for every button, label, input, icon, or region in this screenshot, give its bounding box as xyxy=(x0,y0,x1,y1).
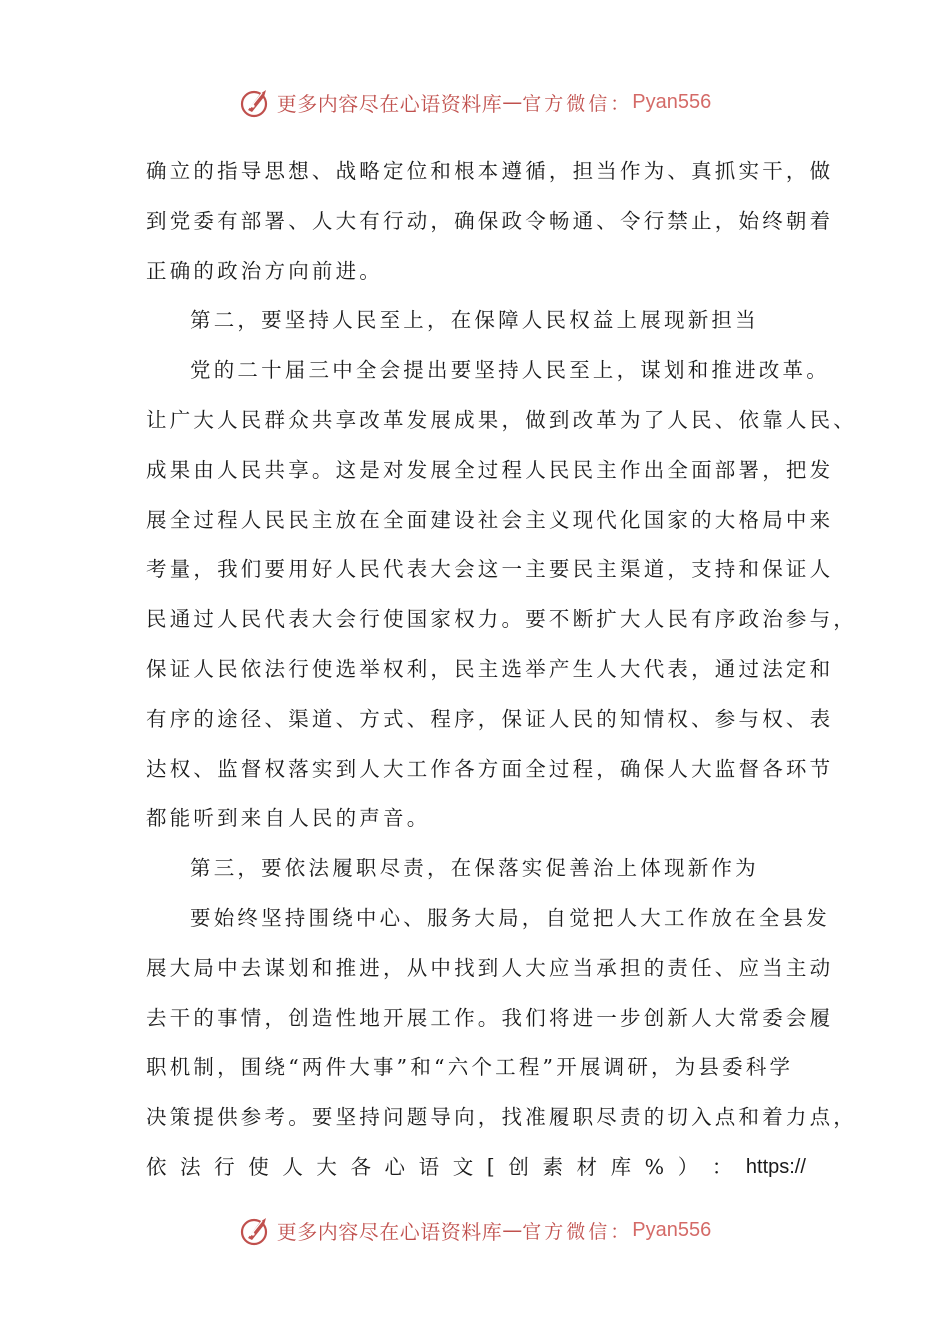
text-line: 到党委有部署、人大有行动，确保政令畅通、令行禁止，始终朝着 xyxy=(146,208,834,233)
text-line: 达权、监督权落实到人大工作各方面全过程，确保人大监督各环节 xyxy=(146,756,834,781)
char: % xyxy=(644,1154,665,1179)
text-line: 展大局中去谋划和推进，从中找到人大应当承担的责任、应当主动 xyxy=(146,955,834,980)
char: 文 xyxy=(452,1154,474,1179)
pen-nib-circle-icon xyxy=(239,1213,273,1247)
char: 各 xyxy=(350,1154,371,1179)
text-line: 让广大人民群众共享改革发展成果，做到改革为了人民、依靠人民、 xyxy=(146,407,857,432)
text-line: 保证人民依法行使选举权利，民主选举产生人大代表，通过法定和 xyxy=(146,656,834,681)
char: 语 xyxy=(418,1154,440,1179)
text-line: 展全过程人民民主放在全面建设社会主义现代化国家的大格局中来 xyxy=(146,507,834,532)
char: 材 xyxy=(576,1154,598,1179)
footer-banner xyxy=(0,1210,950,1250)
char: 心 xyxy=(384,1154,406,1179)
char: 创 xyxy=(508,1154,529,1179)
banner-slogan: 更多内容尽在心语资料库 xyxy=(276,91,503,116)
text-line: 确立的指导思想、战略定位和根本遵循，担当作为、真抓实干，做 xyxy=(146,159,834,183)
pen-nib-circle-icon xyxy=(239,85,273,119)
char: 素 xyxy=(542,1154,563,1179)
text-line: 有序的途径、渠道、方式、程序，保证人民的知情权、参与权、表 xyxy=(146,706,834,731)
char: ： xyxy=(711,1154,733,1179)
text-line: 成果由人民共享。这是对发展全过程人民民主作出全面部署，把发 xyxy=(146,457,834,482)
banner-wechat-id: Pyan556 xyxy=(632,1218,712,1241)
text-line: 正确的政治方向前进。 xyxy=(146,258,383,283)
banner-wechat-label: 官方微信： xyxy=(522,1220,633,1243)
char: 人 xyxy=(282,1154,303,1179)
text-line: 党的二十届三中全会提出要坚持人民至上，谋划和推进改革。 xyxy=(190,358,830,383)
justified-last-line xyxy=(146,1143,806,1193)
char: 大 xyxy=(316,1154,337,1179)
text-line: 都能听到来自人民的声音。 xyxy=(146,806,431,831)
section-heading: 第三，要依法履职尽责，在保落实促善治上体现新作为 xyxy=(190,856,759,881)
char: 依 xyxy=(146,1154,167,1179)
banner-wechat-id: Pyan556 xyxy=(632,90,712,113)
char: 法 xyxy=(180,1154,201,1179)
text-line: 去干的事情，创造性地开展工作。我们将进一步创新人大常委会履 xyxy=(146,1005,834,1030)
char: [ xyxy=(486,1154,495,1179)
banner-dash: — xyxy=(502,90,523,114)
url-fragment: https:// xyxy=(745,1155,806,1178)
text-line: 决策提供参考。要坚持问题导向，找准履职尽责的切入点和着力点， xyxy=(146,1105,857,1130)
char: 库 xyxy=(610,1154,632,1179)
char: 使 xyxy=(248,1154,269,1179)
text-line: 民通过人民代表大会行使国家权力。要不断扩大人民有序政治参与， xyxy=(146,607,857,632)
section-heading: 第二，要坚持人民至上，在保障人民权益上展现新担当 xyxy=(190,308,759,333)
banner-slogan: 更多内容尽在心语资料库 xyxy=(276,1219,503,1244)
text-line: 要始终坚持围绕中心、服务大局，自觉把人大工作放在全县发 xyxy=(190,905,830,930)
document-body xyxy=(146,147,857,1193)
banner-wechat-label: 官方微信： xyxy=(522,92,633,115)
banner-dash: — xyxy=(502,1218,523,1242)
header-banner xyxy=(0,82,950,122)
text-line: 考量，我们要用好人民代表大会这一主要民主渠道，支持和保证人 xyxy=(146,557,834,582)
char: ） xyxy=(677,1154,699,1179)
char: 行 xyxy=(214,1154,235,1179)
text-line: 职机制，围绕“两件大事”和“六个工程”开展调研，为县委科学 xyxy=(146,1055,794,1080)
